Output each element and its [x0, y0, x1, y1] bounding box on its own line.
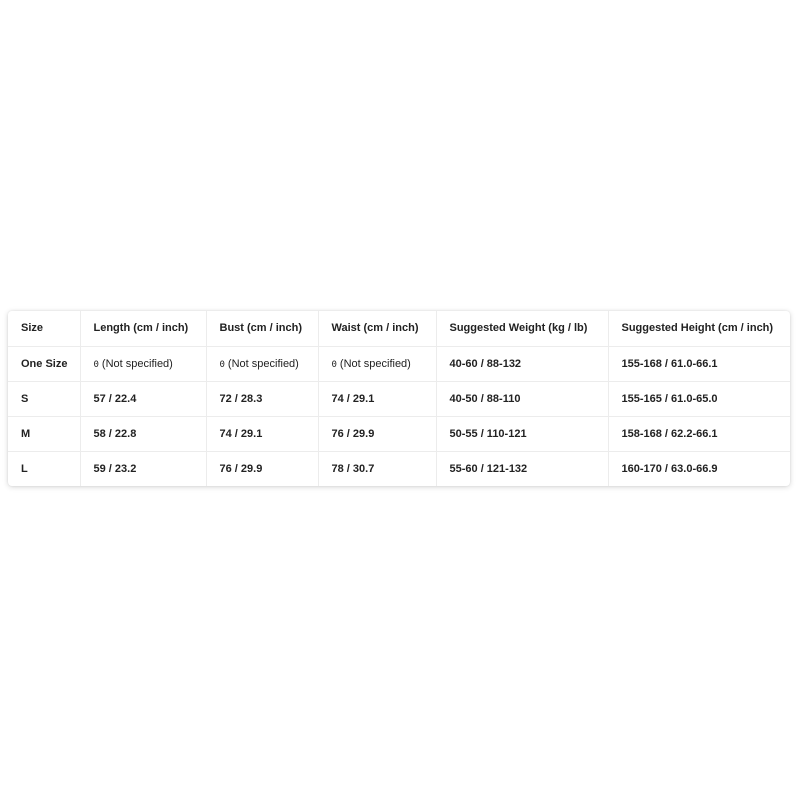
- cell-height: 155-165 / 61.0-65.0: [608, 381, 790, 416]
- table-row: [8, 346, 790, 381]
- header-length: Length (cm / inch): [80, 311, 206, 346]
- header-suggested-height: Suggested Height (cm / inch): [608, 311, 790, 346]
- cell-weight: 55-60 / 121-132: [436, 451, 608, 486]
- cell-height: 160-170 / 63.0-66.9: [621, 462, 718, 475]
- cell-length: 59 / 23.2: [80, 451, 206, 486]
- cell-length-note: (Not specified): [101, 357, 173, 370]
- cell-length: 58 / 22.8: [80, 416, 206, 451]
- cell-waist: 74 / 29.1: [318, 381, 436, 416]
- table-row: [8, 416, 790, 451]
- cell-bust: [206, 346, 318, 381]
- cell-waist: 78 / 30.7: [318, 451, 436, 486]
- cell-bust: 76 / 29.9: [206, 451, 318, 486]
- cell-bust: 72 / 28.3: [206, 381, 318, 416]
- cell-weight: 40-60 / 88-132: [436, 346, 608, 381]
- table-row: [8, 451, 790, 486]
- table-header-row: [8, 311, 790, 346]
- size-chart-table: [8, 311, 790, 486]
- cell-size: S: [8, 381, 80, 416]
- cell-bust-note: (Not specified): [227, 357, 299, 370]
- cell-weight: 40-50 / 88-110: [436, 381, 608, 416]
- cell-height: 158-168 / 62.2-66.1: [608, 416, 790, 451]
- table-row: [8, 381, 790, 416]
- header-waist: Waist (cm / inch): [318, 311, 436, 346]
- cell-bust: 74 / 29.1: [206, 416, 318, 451]
- cell-length: [80, 346, 206, 381]
- cell-size: M: [8, 416, 80, 451]
- cell-bust-zero: 0: [219, 359, 225, 370]
- cell-waist: [318, 346, 436, 381]
- header-suggested-weight: Suggested Weight (kg / lb): [436, 311, 608, 346]
- header-size: Size: [8, 311, 80, 346]
- cell-length: 57 / 22.4: [80, 381, 206, 416]
- cell-length-zero: 0: [93, 359, 99, 370]
- cell-waist: 76 / 29.9: [318, 416, 436, 451]
- cell-waist-note: (Not specified): [339, 357, 411, 370]
- cell-size: L: [8, 451, 80, 486]
- header-bust: Bust (cm / inch): [206, 311, 318, 346]
- size-chart-card: [8, 311, 790, 486]
- cell-weight: 50-55 / 110-121: [436, 416, 608, 451]
- cell-size: One Size: [8, 346, 80, 381]
- cell-height: 155-168 / 61.0-66.1: [608, 346, 790, 381]
- cell-waist-zero: 0: [331, 359, 337, 370]
